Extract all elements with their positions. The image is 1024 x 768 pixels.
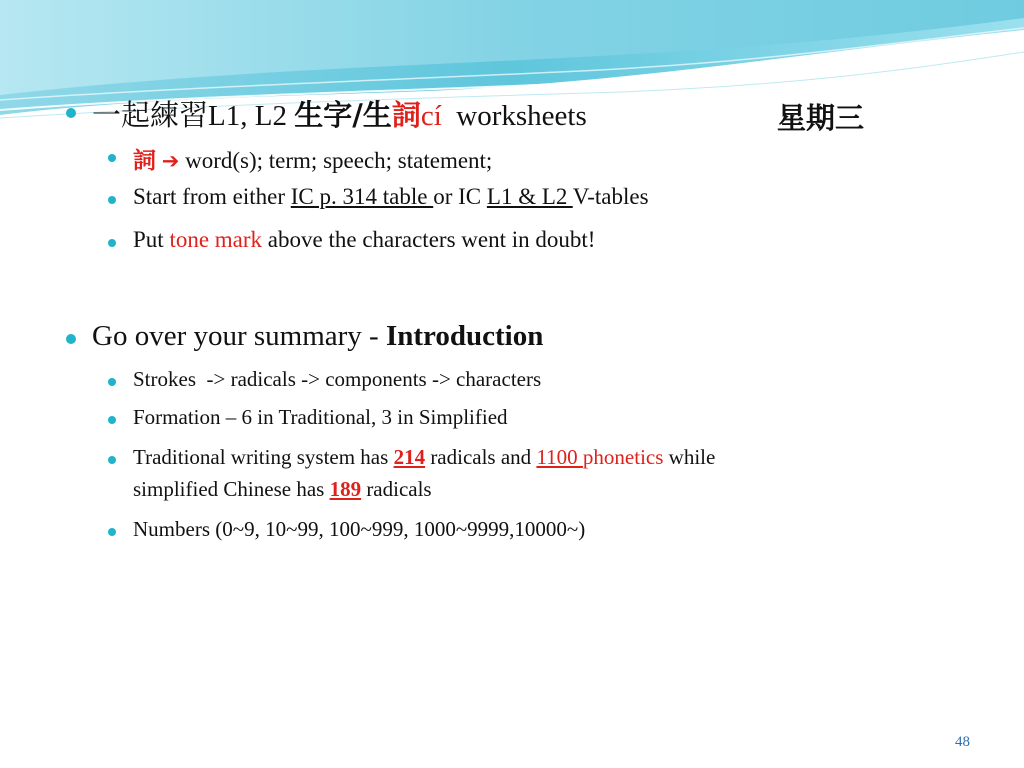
sub-bullet-strokes: Strokes -> radicals -> components -> characters [133, 367, 542, 391]
right-arrow-icon: ➔ [161, 149, 180, 173]
sub-bullet-numbers: Numbers (0~9, 10~99, 100~999, 1000~9999,10000~) [133, 517, 586, 541]
page-number: 48 [955, 734, 970, 750]
sub-bullet-tone-mark: Put tone mark above the characters went in doubt! [133, 227, 596, 252]
sub-bullet-formation: Formation – 6 in Traditional, 3 in Simplified [133, 405, 508, 429]
bullet-summary: Go over your summary - Introduction [92, 320, 544, 352]
bullet-worksheets: 一起練習L1, L2 生字/生詞cí worksheets [92, 98, 587, 132]
bullet-icon [108, 416, 116, 424]
bullet-icon [108, 196, 116, 204]
bullet-icon [108, 528, 116, 536]
vtables-link[interactable]: L1 & L2 [486, 184, 573, 209]
sub-bullet-ci-meaning: 詞 ➔ word(s); term; speech; statement; [133, 148, 493, 174]
bullet-icon [108, 239, 116, 247]
ic-table-link[interactable]: IC p. 314 table [290, 184, 434, 209]
weekday-label: 星期三 [777, 101, 865, 135]
bullet-icon [108, 154, 116, 162]
bullet-icon [108, 456, 116, 464]
bullet-icon [108, 378, 116, 386]
sub-bullet-start-from: Start from either IC p. 314 table or IC L1 & L2 V-tables [133, 184, 649, 209]
sub-bullet-radicals-continued: simplified Chinese has 189 radicals [133, 477, 432, 501]
bullet-icon [66, 108, 76, 118]
bullet-icon [66, 334, 76, 344]
sub-bullet-radicals: Traditional writing system has 214 radicals and 1100 phonetics while [133, 445, 716, 469]
